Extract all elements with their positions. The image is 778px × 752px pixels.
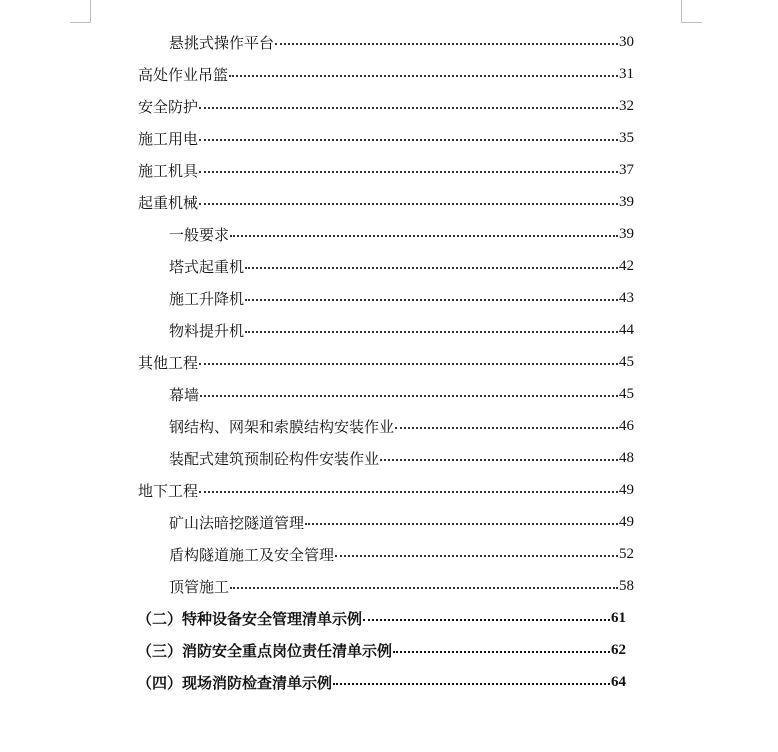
toc-entry-title: 安全防护	[138, 97, 199, 116]
toc-entry[interactable]	[138, 90, 634, 122]
toc-entry[interactable]	[138, 186, 634, 218]
toc-entry-title: 幕墙	[169, 385, 200, 404]
toc-entry[interactable]	[137, 634, 626, 666]
toc-entry[interactable]	[169, 506, 634, 538]
toc-entry-title: 高处作业吊篮	[138, 65, 229, 84]
toc-page-number: 48	[619, 449, 634, 466]
toc-entry-title: 盾构隧道施工及安全管理	[169, 545, 335, 564]
toc-dot-leader	[335, 555, 618, 557]
toc-entry[interactable]	[138, 346, 634, 378]
toc-page-number: 46	[619, 417, 634, 434]
toc-entry[interactable]	[169, 314, 634, 346]
toc-page-number: 64	[611, 673, 626, 690]
toc-dot-leader	[363, 619, 610, 621]
toc-entry-title: （二）特种设备安全管理清单示例	[137, 609, 363, 628]
toc-dot-leader	[199, 139, 618, 141]
toc-entry-title: 塔式起重机	[169, 257, 245, 276]
toc-entry-title: 顶管施工	[169, 577, 230, 596]
toc-page-number: 35	[619, 129, 634, 146]
toc-entry[interactable]	[169, 26, 634, 58]
toc-dot-leader	[333, 683, 610, 685]
toc-page-number: 62	[611, 641, 626, 658]
toc-dot-leader	[229, 75, 618, 77]
toc-entry-title: 矿山法暗挖隧道管理	[169, 513, 305, 532]
toc-entry[interactable]	[137, 666, 626, 698]
toc-page-number: 45	[619, 353, 634, 370]
toc-entry[interactable]	[137, 602, 626, 634]
toc-dot-leader	[380, 459, 618, 461]
toc-entry-title: 一般要求	[169, 225, 230, 244]
toc-entry-title: 装配式建筑预制砼构件安装作业	[169, 449, 380, 468]
toc-page-number: 52	[619, 545, 634, 562]
toc-entry[interactable]	[138, 58, 634, 90]
toc-entry[interactable]	[169, 538, 634, 570]
toc-entry-title: 悬挑式操作平台	[169, 33, 275, 52]
toc-page-number: 49	[619, 481, 634, 498]
toc-dot-leader	[393, 651, 610, 653]
toc-page-number: 42	[619, 257, 634, 274]
toc-dot-leader	[199, 363, 618, 365]
toc-entry[interactable]	[138, 122, 634, 154]
toc-page-number: 32	[619, 97, 634, 114]
page-corner-mark-left	[70, 0, 91, 23]
toc-dot-leader	[275, 43, 618, 45]
toc-entry[interactable]	[169, 250, 634, 282]
toc-page-number: 49	[619, 513, 634, 530]
toc-dot-leader	[199, 491, 618, 493]
toc-page-number: 31	[619, 65, 634, 82]
toc-dot-leader	[245, 299, 618, 301]
toc-entry[interactable]	[169, 570, 634, 602]
toc-entry-title: （四）现场消防检查清单示例	[137, 673, 333, 692]
toc-entry-title: 施工升降机	[169, 289, 245, 308]
toc-dot-leader	[395, 427, 618, 429]
toc-entry-title: 施工用电	[138, 129, 199, 148]
toc-entry-title: 钢结构、网架和索膜结构安装作业	[169, 417, 395, 436]
toc-page-number: 37	[619, 161, 634, 178]
toc-entry-title: 起重机械	[138, 193, 199, 212]
toc-entry-title: 地下工程	[138, 481, 199, 500]
toc-entry-title: （三）消防安全重点岗位责任清单示例	[137, 641, 393, 660]
toc-page-number: 44	[619, 321, 634, 338]
toc-entry-title: 其他工程	[138, 353, 199, 372]
toc-entry[interactable]	[169, 282, 634, 314]
toc-dot-leader	[245, 267, 618, 269]
toc-entry-title: 施工机具	[138, 161, 199, 180]
toc-page-number: 39	[619, 193, 634, 210]
toc-entry[interactable]	[169, 442, 634, 474]
toc-entry[interactable]	[169, 410, 634, 442]
toc-entry-title: 物料提升机	[169, 321, 245, 340]
toc-dot-leader	[199, 171, 618, 173]
toc-page-number: 43	[619, 289, 634, 306]
toc-dot-leader	[199, 107, 618, 109]
toc-dot-leader	[230, 587, 618, 589]
toc-dot-leader	[245, 331, 618, 333]
toc-page-number: 61	[611, 609, 626, 626]
toc-dot-leader	[200, 395, 618, 397]
toc-dot-leader	[230, 235, 618, 237]
toc-entry[interactable]	[169, 218, 634, 250]
toc-page-number: 45	[619, 385, 634, 402]
toc-entry[interactable]	[138, 154, 634, 186]
toc-page-number: 58	[619, 577, 634, 594]
toc-dot-leader	[305, 523, 618, 525]
page-corner-mark-right	[681, 0, 702, 23]
toc-entry[interactable]	[138, 474, 634, 506]
toc-dot-leader	[199, 203, 618, 205]
toc-entry[interactable]	[169, 378, 634, 410]
toc-page-number: 30	[619, 33, 634, 50]
toc-page-number: 39	[619, 225, 634, 242]
